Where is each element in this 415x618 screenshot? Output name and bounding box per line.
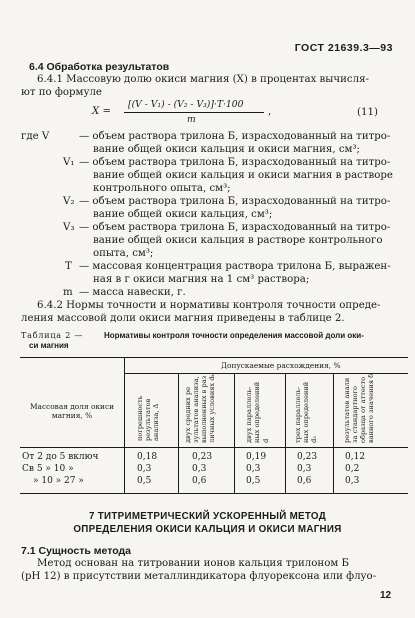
table-cell: 0,3 — [345, 476, 360, 486]
col-header-line: за стандартного — [351, 386, 359, 443]
table-caption-cont: си магния — [29, 341, 69, 350]
table-cell: 0,18 — [137, 452, 158, 462]
table-first-col-header: Массовая доля окиси — [29, 402, 115, 411]
page-number: 12 — [380, 590, 392, 601]
table-cell: 0,3 — [192, 464, 207, 474]
col-header-line: результатов — [144, 398, 152, 441]
table-cell: 0,3 — [246, 464, 261, 474]
def-text: опыта, см³; — [93, 248, 154, 259]
table-row-range: От 2 до 5 включ — [22, 452, 99, 462]
col-header-line: зультатов анализа, — [192, 376, 200, 443]
table-caption: Нормативы контроля точности определения массовой доли оки- — [104, 331, 364, 340]
section-7-title: ОПРЕДЕЛЕНИЯ ОКИСИ КАЛЬЦИЯ И ОКИСИ МАГНИЯ — [73, 524, 342, 535]
table-cell: 0,23 — [192, 452, 213, 462]
table-cell: 0,12 — [345, 452, 366, 462]
def-symbol: где V — [21, 131, 50, 142]
col-header-line: личных условиях dₖ — [208, 374, 216, 443]
def-text: вание общей окиси кальция, см³; — [93, 209, 273, 220]
table-cell: 0,5 — [137, 476, 152, 486]
paragraph-line: 6.4.1 Массовую долю окиси магния (X) в процентах вычисля- — [37, 74, 369, 85]
def-text: — масса навески, г. — [79, 287, 186, 298]
document-code: ГОСТ 21639.3—93 — [294, 42, 393, 54]
def-symbol: V₃ — [63, 222, 75, 233]
def-symbol: V₂ — [63, 196, 75, 207]
table-cell: 0,5 — [246, 476, 261, 486]
table-border — [178, 373, 179, 493]
col-header-line: двух средних ре — [184, 386, 192, 443]
col-header-line: трех параллель- — [294, 386, 302, 443]
formula-numerator: [(V - V₁) - (V₂ - V₃)]·T·100 — [128, 99, 244, 110]
section-7-1-heading: 7.1 Сущность метода — [21, 545, 132, 557]
col-header-line: выполненных в раз — [200, 375, 208, 443]
def-text: — объем раствора трилона Б, израсходованный на титро- — [79, 157, 391, 168]
paragraph-line: (рН 12) в присутствии металлиндикатора флуорексона или флуо- — [21, 571, 377, 582]
table-border — [234, 373, 235, 493]
def-text: вание общей окиси кальция и окиси магния, см³; — [93, 144, 360, 155]
section-7-title: 7 ТИТРИМЕТРИЧЕСКИЙ УСКОРЕННЫЙ МЕТОД — [88, 511, 327, 522]
table-cell: 0,6 — [192, 476, 207, 486]
def-symbol: T — [65, 261, 72, 272]
table-caption-prefix: Таблица 2 — — [21, 331, 84, 340]
paragraph-line: 6.4.2 Нормы точности и нормативы контроля точности опреде- — [37, 300, 381, 311]
col-header-line: образца от аттесто — [359, 376, 367, 443]
formula-lhs: X = — [92, 106, 112, 117]
col-header-line: результатов анали — [343, 377, 351, 443]
fraction-bar — [124, 112, 264, 113]
paragraph-line: ления массовой доли окиси магния приведены в таблице 2. — [21, 313, 345, 324]
table-border — [20, 357, 408, 358]
col-header-line: d₃ — [310, 436, 318, 443]
table-first-col-header: магния, % — [51, 411, 93, 420]
formula-comma: , — [268, 106, 272, 117]
table-border — [333, 373, 334, 493]
table-cell: 0,19 — [246, 452, 267, 462]
formula-number: (11) — [357, 107, 378, 118]
def-text: вание общей окиси кальция и окиси магния в растворе — [93, 170, 393, 181]
table-border — [20, 447, 408, 448]
table-row-range: » 10 » 27 » — [33, 476, 84, 486]
table-cell: 0,3 — [137, 464, 152, 474]
def-symbol: m — [63, 287, 73, 298]
table-cell: 0,23 — [297, 452, 318, 462]
table-cell: 0,6 — [297, 476, 312, 486]
def-text: контрольного опыта, см³; — [93, 183, 231, 194]
table-border — [124, 357, 125, 493]
def-text: — объем раствора трилона Б, израсходованный на титро- — [79, 196, 391, 207]
formula-denominator: m — [187, 114, 196, 125]
col-header-line: погрешность — [136, 395, 144, 441]
def-text: — объем раствора трилона Б, израсходованный на титро- — [79, 222, 391, 233]
col-header-line: анализа, Δ — [152, 403, 160, 441]
def-text: — объем раствора трилона Б, израсходованный на титро- — [79, 131, 391, 142]
paragraph-line: ют по формуле — [21, 87, 102, 98]
table-border — [285, 373, 286, 493]
table-row-range: Св 5 » 10 » — [22, 464, 74, 474]
col-header-line: двух параллель- — [245, 386, 253, 443]
def-symbol: V₁ — [63, 157, 75, 168]
table-cell: 0,3 — [297, 464, 312, 474]
paragraph-line: Метод основан на титровании ионов кальция трилоном Б — [37, 558, 349, 569]
def-text: вание общей окиси кальция в растворе контрольного — [93, 235, 383, 246]
section-heading: 6.4 Обработка результатов — [29, 61, 170, 73]
def-text: — массовая концентрация раствора трилона Б, выражен- — [79, 261, 391, 272]
col-header-line: ных определений — [253, 381, 261, 443]
col-header-line: ных определений — [302, 381, 310, 443]
table-border — [124, 373, 408, 374]
col-header-line: d — [262, 438, 270, 443]
table-border — [20, 493, 408, 494]
def-text: ная в г окиси магния на 1 см³ раствора; — [93, 274, 310, 285]
table-group-header: Допускаемые расхождения, % — [221, 361, 341, 370]
table-cell: 0,2 — [345, 464, 360, 474]
col-header-line: ванного значения δ — [367, 373, 375, 443]
